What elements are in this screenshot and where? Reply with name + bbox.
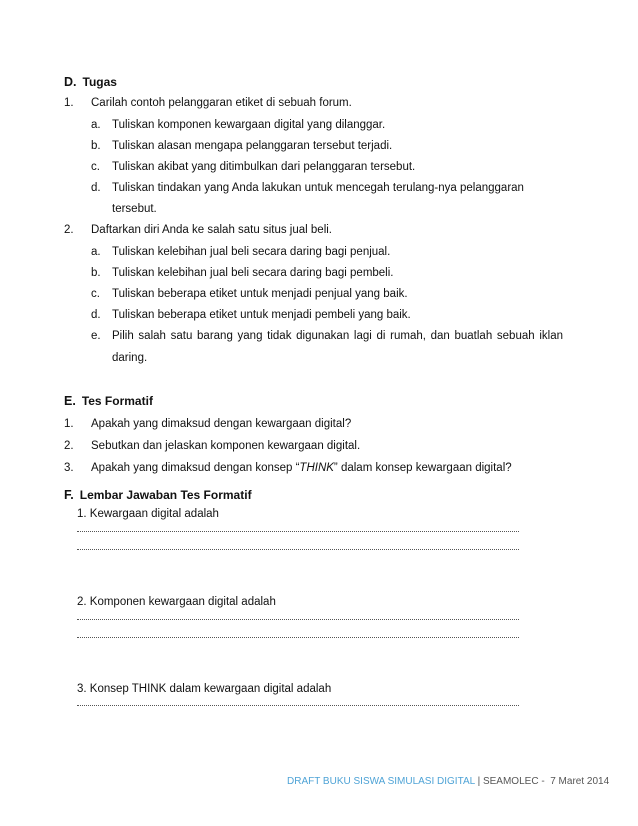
task-2b-text: Tuliskan kelebihan jual beli secara daring bagi pembeli. bbox=[112, 267, 394, 279]
task-1a-text: Tuliskan komponen kewargaan digital yang dilanggar. bbox=[112, 119, 386, 131]
section-f-letter: F. bbox=[64, 488, 74, 502]
task-1c-text: Tuliskan akibat yang ditimbulkan dari pelanggaran tersebut. bbox=[112, 161, 416, 173]
answer-2-line-1[interactable] bbox=[77, 617, 519, 620]
task-2e-text-line1: Pilih salah satu barang yang tidak digunakan lagi di rumah, dan buatlah sebuah iklan bbox=[112, 330, 563, 342]
task-1c-marker: c. bbox=[91, 161, 100, 173]
task-2b-marker: b. bbox=[91, 267, 101, 279]
task-1-number: 1. bbox=[64, 97, 74, 109]
answer-3-label: 3. Konsep THINK dalam kewargaan digital adalah bbox=[77, 683, 332, 695]
task-2c-text: Tuliskan beberapa etiket untuk menjadi penjual yang baik. bbox=[112, 288, 408, 300]
task-1a-marker: a. bbox=[91, 119, 101, 131]
task-2a-text: Tuliskan kelebihan jual beli secara daring bagi penjual. bbox=[112, 246, 391, 258]
section-e-heading bbox=[64, 394, 153, 408]
task-2e-text-line2: daring. bbox=[112, 352, 148, 364]
quiz-3-text-after: ” dalam konsep kewargaan digital? bbox=[333, 462, 512, 474]
section-d-heading bbox=[64, 75, 117, 89]
answer-2-label: 2. Komponen kewargaan digital adalah bbox=[77, 596, 276, 608]
quiz-1-number: 1. bbox=[64, 418, 74, 430]
answer-1-line-2[interactable] bbox=[77, 547, 519, 550]
answer-3-line-1[interactable] bbox=[77, 703, 519, 706]
answer-1-label: 1. Kewargaan digital adalah bbox=[77, 508, 219, 520]
footer-org: SEAMOLEC - bbox=[482, 776, 545, 787]
quiz-2-text: Sebutkan dan jelaskan komponen kewargaan digital. bbox=[91, 440, 361, 452]
section-e-letter: E. bbox=[64, 394, 76, 408]
quiz-3-number: 3. bbox=[64, 462, 74, 474]
task-2-number: 2. bbox=[64, 224, 74, 236]
quiz-3-text bbox=[91, 462, 512, 474]
answer-2-line-2[interactable] bbox=[77, 635, 519, 638]
section-d-letter: D. bbox=[64, 75, 77, 89]
page-footer bbox=[287, 776, 609, 787]
quiz-3-text-before: Apakah yang dimaksud dengan konsep “ bbox=[91, 462, 300, 474]
task-2d-marker: d. bbox=[91, 309, 101, 321]
task-1d-text-line1: Tuliskan tindakan yang Anda lakukan untuk mencegah terulang-nya pelanggaran bbox=[112, 182, 524, 194]
task-2a-marker: a. bbox=[91, 246, 101, 258]
section-f-title: Lembar Jawaban Tes Formatif bbox=[79, 488, 252, 502]
section-f-heading bbox=[64, 488, 252, 502]
section-e-title: Tes Formatif bbox=[81, 394, 153, 408]
footer-separator: | bbox=[474, 776, 483, 787]
task-2-text: Daftarkan diri Anda ke salah satu situs jual beli. bbox=[91, 224, 332, 236]
task-1b-marker: b. bbox=[91, 140, 101, 152]
quiz-2-number: 2. bbox=[64, 440, 74, 452]
task-2c-marker: c. bbox=[91, 288, 100, 300]
footer-date: 7 Maret 2014 bbox=[550, 776, 610, 787]
section-d-title: Tugas bbox=[82, 75, 117, 89]
task-1-text: Carilah contoh pelanggaran etiket di sebuah forum. bbox=[91, 97, 352, 109]
quiz-1-text: Apakah yang dimaksud dengan kewargaan digital? bbox=[91, 418, 352, 430]
task-1d-marker: d. bbox=[91, 182, 101, 194]
task-1d-text-line2: tersebut. bbox=[112, 203, 157, 215]
answer-1-line-1[interactable] bbox=[77, 529, 519, 532]
task-1b-text: Tuliskan alasan mengapa pelanggaran tersebut terjadi. bbox=[112, 140, 393, 152]
footer-title: DRAFT BUKU SISWA SIMULASI DIGITAL bbox=[287, 776, 475, 787]
task-2d-text: Tuliskan beberapa etiket untuk menjadi pembeli yang baik. bbox=[112, 309, 411, 321]
task-2e-marker: e. bbox=[91, 330, 101, 342]
quiz-3-think: THINK bbox=[299, 462, 334, 474]
